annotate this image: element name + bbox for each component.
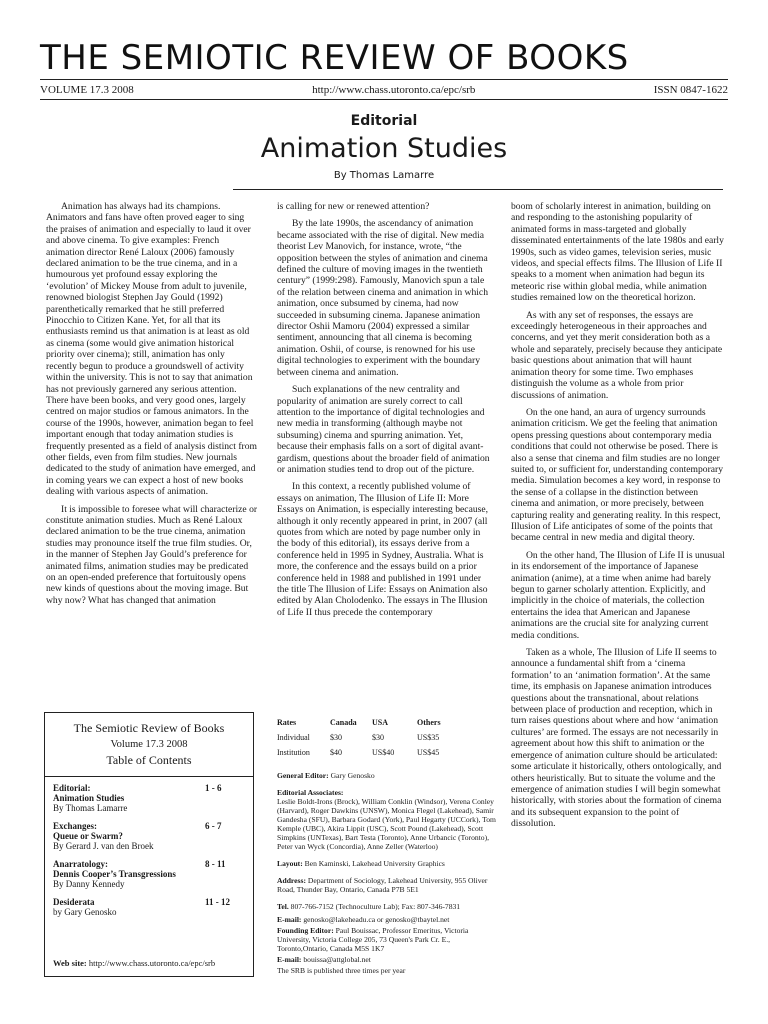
general-editor: General Editor: Gary Genosko — [277, 771, 375, 780]
toc-article-title: Dennis Cooper’s Transgressions — [53, 869, 176, 879]
paragraph: In this context, a recently published volume of essays on animation, The Illusion of Life II: More Essays on Animation, is especially interesting because, although it only recently appeared in print, in 2007 (all quotes from which are noted by page number only in the body of this editorial), its essays derive from a conference held in 1995 in Sydney, Australia. What is more, the conference and the essays build on a prior conference held in 1988 and published in 1991 under the title The Illusion of Life: Essays on Animation also edited by Alan Cholodenko. The essays in The Illusion of Life II thus precede the contemporary — [277, 481, 489, 618]
toc-section: Anarratology: — [53, 859, 108, 869]
toc-pages: 1 - 6 — [205, 783, 222, 793]
rates-cell: $30 — [330, 733, 342, 742]
toc-section: Exchanges: — [53, 821, 98, 831]
paragraph: is calling for new or renewed attention? — [277, 201, 430, 212]
toc-heading: Table of Contents — [106, 753, 192, 767]
article-byline: By Thomas Lamarre — [333, 170, 435, 181]
rates-cell: US$40 — [372, 748, 395, 757]
layout-credit: Layout: Ben Kaminski, Lakehead University Graphics — [277, 859, 445, 868]
toc-entry[interactable] — [53, 859, 245, 889]
masthead-rule-top — [40, 79, 728, 80]
email: E-mail: genosko@lakeheadu.ca or genosko@tbaytel.net — [277, 915, 450, 924]
paragraph: Such explanations of the new centrality and popularity of animation are surely correct to call attention to the importance of digital technologies and new media in transforming (although maybe not subsuming) cinema and spurring animation. Yet, because their emphasis falls on a sort of digital avant-gardism, questions about the broader field of animation or animation studies tend to drop out of the picture. — [277, 384, 490, 475]
rates-header: Others — [417, 718, 441, 727]
toc-web-url[interactable]: http://www.chass.utoronto.ca/epc/srb — [88, 958, 216, 968]
founding-editor: Founding Editor: Paul Bouissac, Professor Emeritus, Victoria University, Victoria College 205, 73 Queen's Park Cr. E., Toronto,Ontario, Canada M5S 1K7 — [277, 926, 469, 953]
subscription-info — [277, 718, 502, 975]
journal-masthead: THE SEMIOTIC REVIEW OF BOOKS — [40, 38, 629, 78]
paragraph: Taken as a whole, The Illusion of Life II seems to announce a fundamental shift from a ‘cinema formation’ to an ‘animation formation’. At the same time, its emphasis on Japanese animation introduces questions about the transnational, about relations between place of production and reception, which in turn raises questions about where and how ‘animation cultures’ are formed. The essays are not necessarily in agreement about how this shift to animation or the emergence of animation culture should be articulated: some articulate it historically, others ontologically, and others heuristically. But to situate the volume and the emergence of animation studies I will begin somewhat historically, with stories about the formation of cinema and its subsequent expansion to the point of dissolution. — [511, 647, 722, 830]
toc-pages: 11 - 12 — [205, 897, 231, 907]
paragraph: boom of scholarly interest in animation, building on and responding to the astonishing popularity of animated forms in mass-targeted and globally disseminated entertainments of the late 1980s and early 1990s, such as video games, television series, music videos, and special effects films. The Illusion of Life II speaks to a moment when animation had begun its meteoric rise within global media, while animation studies remained low on the theoretical horizon. — [511, 201, 724, 304]
section-kicker: Editorial — [350, 113, 418, 129]
body-column-2 — [277, 201, 492, 706]
body-column-3 — [511, 201, 726, 986]
toc-pages: 8 - 11 — [205, 859, 226, 869]
table-of-contents — [44, 712, 254, 977]
toc-pages: 6 - 7 — [205, 821, 222, 831]
toc-author: By Danny Kennedy — [53, 879, 125, 889]
article-title: Animation Studies — [260, 133, 508, 164]
toc-author: By Gerard J. van den Broek — [53, 841, 154, 851]
toc-author: by Gary Genosko — [53, 907, 117, 917]
paragraph: On the other hand, The Illusion of Life II is unusual in its endorsement of the importance of Japanese animation (anime), at a time when anime had barely begun to garner scholarly attention. Explicitly, and implicitly in the choice of materials, the collection entertains the idea that American and Japanese animations are the crucial site for analyzing current media conditions. — [511, 549, 725, 641]
rates-table — [277, 718, 502, 757]
address: Address: Department of Sociology, Lakehead University, 955 Oliver Road, Thunder Bay, Ontario, Canada P7B 5E1 — [277, 876, 488, 894]
masthead-meta — [40, 84, 728, 96]
volume-label: VOLUME 17.3 2008 — [40, 84, 134, 96]
rates-cell: US$45 — [417, 748, 440, 757]
paragraph: It is impossible to foresee what will characterize or constitute animation studies. Much as René Laloux declared animation to be the true cinema, animation studies may pronounce itself the true film studies. Or, in the manner of Stephen Jay Gould’s preference for animated films, animation studies may be predicated on an open-ended preference that fortuitously opens new kinds of questions about the moving image. But why now? What has changed that animation — [46, 503, 258, 606]
toc-entry[interactable] — [53, 897, 245, 917]
toc-web-label: Web site: — [53, 958, 87, 968]
editorial-associates: Editorial Associates: Leslie Boldt-Irons (Brock), William Conklin (Windsor), Verena Conley (Harvard), Roger Dawkins (UNSW), Monica Flegel (Lakehead), Samir Gandesha (SFU), Barbara Godard (York), Paul Hegarty (UCCork), Tom Kemple (UBC), Akira Lippit (USC), Scott Pound (Lakehead), Scott Simpkins (UNTexas), Bart Testa (Toronto), Anne Urbancic (Toronto), Peter van Wyck (Concordia), Anne Zeller (Waterloo) — [277, 788, 496, 851]
rates-header: Rates — [277, 718, 297, 727]
toc-journal-name: The Semiotic Review of Books — [73, 721, 225, 735]
toc-author: By Thomas Lamarre — [53, 803, 128, 813]
telephone: Tel. 807-766-7152 (Technoculture Lab); Fax: 807-346-7831 — [277, 902, 461, 911]
paragraph: By the late 1990s, the ascendancy of animation became associated with the rise of digital. New media theorist Lev Manovich, for instance, wrote, “the opposition between the styles of animation and cinema defined the culture of moving images in the twentieth century” (1999:298). Famously, Manovich spun a tale of the relation between cinema and animation in which animation, once subsumed by cinema, had now succeeded in subsuming cinema. Japanese animation director Oshii Mamoru (2004) expressed a similar sentiment, announcing that all cinema is becoming animation. Oshii, of course, is renowned for his use digital technologies to experiment with the boundary between cinema and animation. — [277, 218, 488, 378]
rates-header: USA — [372, 718, 389, 727]
toc-article-title: Queue or Swarm? — [53, 831, 123, 841]
toc-website — [53, 958, 215, 968]
toc-article-title: Animation Studies — [53, 793, 125, 803]
rates-header: Canada — [330, 718, 357, 727]
body-column-1 — [46, 201, 258, 706]
paragraph: As with any set of responses, the essays are exceedingly heterogeneous in their approaches and concerns, and yet they merit consideration both as a whole and separately, precisely because they anticipate basic questions about animation that will haunt animation theory for some time. Two emphases distinguish the volume as a whole from prior discussions of animation. — [511, 309, 723, 401]
publication-frequency: The SRB is published three times per year — [277, 966, 406, 975]
journal-url[interactable]: http://www.chass.utoronto.ca/epc/srb — [312, 84, 476, 96]
toc-section: Desiderata — [53, 897, 95, 907]
founding-email: E-mail: bouissa@attglobal.net — [277, 955, 371, 964]
rates-cell: Individual — [277, 733, 310, 742]
title-rule — [233, 189, 723, 190]
toc-volume: Volume 17.3 2008 — [110, 739, 188, 750]
rates-cell: Institution — [277, 748, 310, 757]
toc-entry[interactable] — [53, 821, 245, 851]
paragraph: On the one hand, an aura of urgency surrounds animation criticism. We get the feeling that animation opens pressing questions about contemporary media conditions that could not otherwise be posed. There is also a sense that cinema and film studies are no longer suited to, or sufficient for, understanding contemporary media. Simulation becomes a key word, in response to the sense of a collapse in the distinction between cinema and animation, or more precisely, between capturing reality and generating reality. In this respect, Illusion of Life anticipates of some of the points that became central in new media and digital theory. — [511, 406, 724, 544]
rates-cell: $40 — [330, 748, 342, 757]
rates-cell: US$35 — [417, 733, 440, 742]
issn-label: ISSN 0847-1622 — [653, 84, 728, 96]
toc-entry[interactable] — [53, 783, 245, 813]
paragraph: Animation has always had its champions. Animators and fans have often proved eager to sing the praises of animation and especially to laud it over and above cinema. To give examples: French animation director René Laloux (2006) famously declared animation to be the true cinema, and in a humourous yet profound essay exploring the ‘evolution’ of Mickey Mouse from adult to juvenile, renowned biologist Stephen Jay Gould (1992) parenthetically remarked that he still preferred Pinocchio to Citizen Kane. Yet, for all that its enthusiasts remind us that animation is at least as old as cinema (some would give animation historical priority over cinema); still, animation has only recently begun to produce a groundswell of activity within the university. This is not to say that animation has not previously garnered any serious attention. There have been books, and very good ones, largely centred on major studios or famous animators. In the course of the 1990s, however, animation began to feel important enough that today animation studies is frequently presented as a field of analysis distinct from other fields, even from film studies. New journals dedicated to the study of animation have emerged, and in coming years we can expect a host of new books dealing with various aspects of animation. — [46, 201, 257, 498]
masthead-rule-bottom — [40, 99, 728, 100]
toc-section: Editorial: — [53, 783, 91, 793]
rates-cell: $30 — [372, 733, 384, 742]
